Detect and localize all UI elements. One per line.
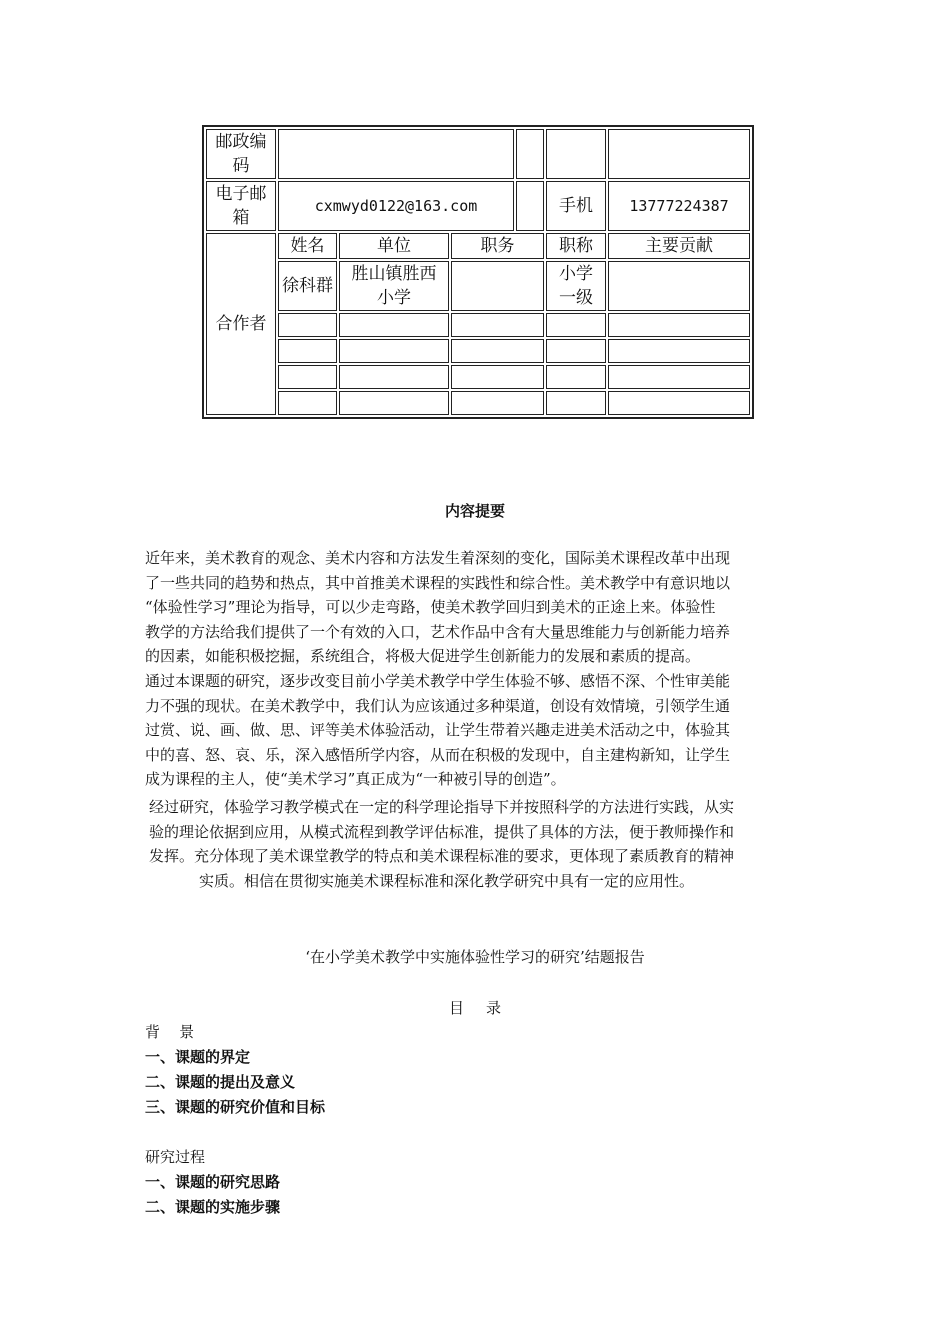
summary-paragraph-1: 近年来，美术教育的观念、美术内容和方法发生着深刻的变化，国际美术课程改革中出现 了一些共同的趋势和热点，其中首推美术课程的实践性和综合性。美术教学中有意识地以 “体验性学习”理论为指导，可以少走弯路，使美术教学回归到美术的正途上来。体验性 教学的方法给我们提供了一个有效的入口，艺术作品中含有大量思维能力与创新能力培养 的因素，如能积极挖掘，系统组合，将极大促进学生创新能力的发展和素质的提高。: [145, 549, 731, 665]
toc-item[interactable]: 二、课题的实施步骤: [145, 1198, 281, 1216]
toc-section-title: 研究过程: [145, 1148, 206, 1166]
blank-cell: [516, 181, 544, 231]
table-row: [206, 313, 750, 337]
column-header: 单位: [339, 233, 449, 259]
collaborator-name: 徐科群: [278, 261, 337, 311]
collaborators-label: 合作者: [206, 233, 276, 415]
column-header: 职称: [546, 233, 606, 259]
column-header: 职务: [451, 233, 544, 259]
collaborator-title: 小学一级: [546, 261, 606, 311]
table-row: [206, 391, 750, 415]
collaborator-contribution: [608, 261, 750, 311]
toc-item[interactable]: 三、课题的研究价值和目标: [145, 1098, 326, 1116]
phone-label: 手机: [546, 181, 606, 231]
table-row: [206, 365, 750, 389]
toc-section-title: 背 景: [145, 1023, 195, 1041]
email-label: 电子邮箱: [206, 181, 276, 231]
column-header: 姓名: [278, 233, 337, 259]
phone-value: 13777224387: [608, 181, 750, 231]
summary-heading: 内容提要: [444, 502, 505, 520]
blank-cell: [546, 129, 606, 179]
toc-item[interactable]: 一、课题的研究思路: [145, 1173, 281, 1191]
collaborator-position: [451, 261, 544, 311]
applicant-info-table: [202, 125, 754, 419]
table-row: [206, 261, 750, 311]
report-title: ‘在小学美术教学中实施体验性学习的研究’结题报告: [305, 948, 645, 966]
postcode-label: 邮政编码: [206, 129, 276, 179]
collaborator-unit: 胜山镇胜西小学: [339, 261, 449, 311]
blank-cell: [608, 129, 750, 179]
email-value: cxmwyd0122@163.com: [278, 181, 514, 231]
summary-paragraph-3: 经过研究，体验学习教学模式在一定的科学理论指导下并按照科学的方法进行实践，从实 验的理论依据到应用，从模式流程到教学评估标准，提供了具体的方法，便于教师操作和 发挥。充分体现了美术课堂教学的特点和美术课程标准的要求，更体现了素质教育的精神 实质。相信在贯彻实施美术课程标准和深化教学研究中具有一定的应用性。: [149, 798, 735, 890]
column-header: 主要贡献: [608, 233, 750, 259]
summary-paragraph-2: 通过本课题的研究，逐步改变目前小学美术教学中学生体验不够、感悟不深、个性审美能 力不强的现状。在美术教学中，我们认为应该通过多种渠道，创设有效情境，引领学生通 过赏、说、画、做、思、评等美术体验活动，让学生带着兴趣走进美术活动之中，体验其 中的喜、怒、哀、乐，深入感悟所学内容，从而在积极的发现中，自主建构新知，让学生 成为课程的主人，使“美术学习”真正成为“一种被引导的创造”。: [145, 672, 731, 788]
toc-item[interactable]: 一、课题的界定: [145, 1048, 251, 1066]
table-row: [206, 339, 750, 363]
postcode-value: [278, 129, 514, 179]
blank-cell: [516, 129, 544, 179]
toc-heading: 目录: [448, 999, 523, 1017]
toc-item[interactable]: 二、课题的提出及意义: [145, 1073, 296, 1091]
